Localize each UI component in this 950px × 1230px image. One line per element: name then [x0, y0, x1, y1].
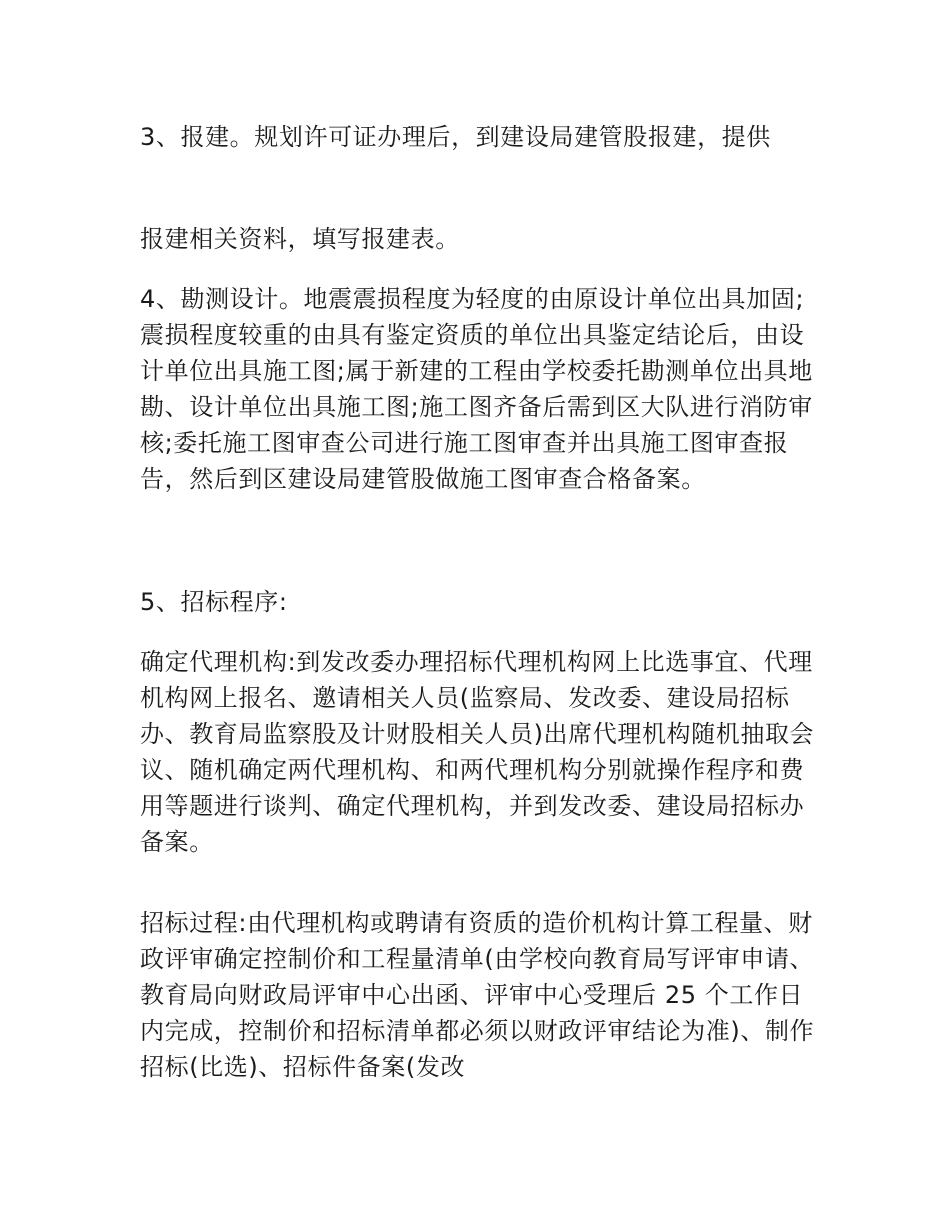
paragraph-filing-materials: 报建相关资料，填写报建表。 [140, 225, 460, 253]
paragraph-filing: 3、报建。规划许可证办理后，到建设局建管股报建，提供 [140, 123, 771, 151]
paragraph-tender-procedure-heading: 5、招标程序: [140, 588, 288, 616]
paragraph-survey-design: 4、勘测设计。地震震损程度为轻度的由原设计单位出具加固;震损程度较重的由具有鉴定资质的单位出具鉴定结论后，由设计单位出具施工图;属于新建的工程由学校委托勘测单位出具地勘、设计单位出具施工图;施工图齐备后需到区大队进行消防审核;委托施工图审查公司进行施工图审查并出具施工图审查报告，然后到区建设局建管股做施工图审查合格备案。 [140, 285, 813, 493]
paragraph-tender-process: 招标过程:由代理机构或聘请有资质的造价机构计算工程量、财政评审确定控制价和工程量清单(由学校向教育局写评审申请、教育局向财政局评审中心出函、评审中心受理后 25 个工作日内完成，控制价和招标清单都必须以财政评审结论为准)、制作招标(比选)、招标件备案(发改 [140, 909, 815, 1081]
paragraph-determine-agency: 确定代理机构:到发改委办理招标代理机构网上比选事宜、代理机构网上报名、邀请相关人员(监察局、发改委、建设局招标办、教育局监察股及计财股相关人员)出席代理机构随机抽取会议、随机确定两代理机构、和两代理机构分别就操作程序和费用等题进行谈判、确定代理机构，并到发改委、建设局招标办备案。 [140, 648, 815, 856]
